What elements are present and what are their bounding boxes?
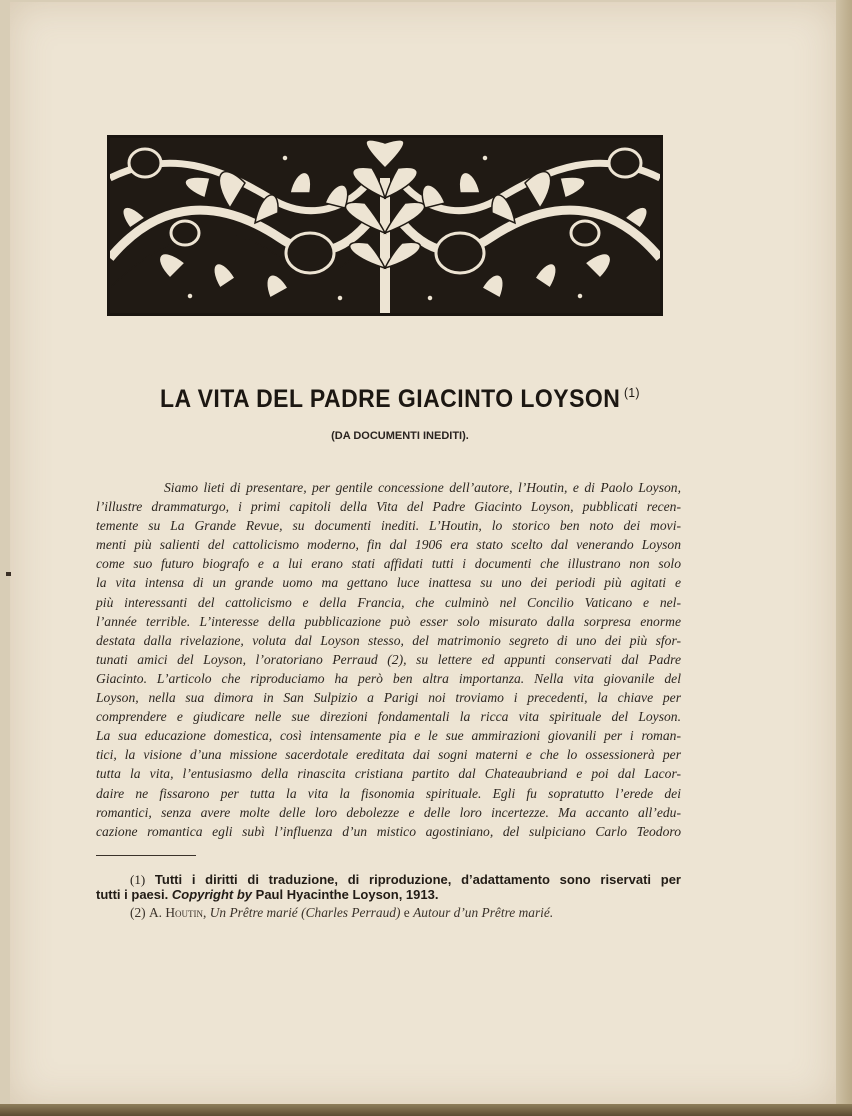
footnote-2-work-1: Un Prêtre marié [209,905,298,920]
footnote-2-conj: e [403,905,410,920]
article-title [32,385,768,414]
title-text: LA VITA DEL PADRE GIACINTO LOYSON [160,385,621,413]
body-line: l’année terrible. L’interesse della pubblicazione può esser solo misurato dalla sorpresa enorme [96,613,681,629]
body-line: comprendere e giudicare nelle sue direzioni fondamentali la ricca vita spirituale del Loyson. [96,709,681,725]
body-line: tutta la vita, l’entusiasmo della rinascita cristiana partito dal Chateaubriand e poi dal Lacor- [96,766,681,782]
footnote-2-author: A. Houtin, [148,905,207,920]
ink-speck [6,572,11,576]
body-paragraph [96,478,681,841]
title-footnote-ref: (1) [623,385,640,400]
page-bottom-edge [0,1104,852,1116]
body-line: La sua educazione domestica, così intensamente pia e le sue ammirazioni giovanili per i roman- [96,728,681,744]
footnote-1-text-a: Tutti i diritti di traduzione, di riproduzione, d’adattamento sono riservati per [154,872,681,887]
body-line: romantici, senza avere molte delle loro debolezze e delle loro incertezze. Ma accanto all’edu- [96,804,681,820]
body-line: l’illustre drammaturgo, i primi capitoli della Vita del Padre Giacinto Loyson, pubblicati recen- [96,499,681,515]
body-line: la vita intensa di un grande uomo ma gettano luce inattesa su uno dei periodi più agitati e [96,575,681,591]
footnote-2-number: (2) [130,905,146,920]
footnote-1-copyright: Copyright by [171,887,253,902]
body-line: più interessanti del cattolicismo e della Francia, che culminò nel Concilio Vaticano e nel- [96,594,681,610]
footnote-2-work-2: Autour d’un Prêtre marié. [413,905,554,920]
body-line: tunati amici del Loyson, l’oratoriano Perraud (2), su lettere ed appunti conservati dal Padre [96,651,681,667]
page-edge [836,0,852,1116]
body-line: cazione romantica egli subì l’influenza d’un mistico agostiniano, del sulpiciano Carlo Teodoro [96,823,681,839]
body-line: Giacinto. L’articolo che riproduciamo ha però ben altra importanza. Nella vita giovanile del [96,670,681,686]
body-line: Siamo lieti di presentare, per gentile concessione dell’autore, l’Houtin, e di Paolo Loyson, [164,480,681,495]
footnote-1-text-b: tutti i paesi. [96,887,169,902]
footnote-2 [96,905,681,920]
footnote-1 [96,872,681,902]
footnote-1-number: (1) [130,872,146,887]
body-line: temente su La Grande Revue, su documenti inediti. L’Houtin, lo storico ben noto dei movi- [96,518,681,534]
footnote-2-paren: (Charles Perraud) [301,905,401,920]
footnote-rule [96,855,196,856]
body-line: Loyson, nella sua dimora in San Sulpizio a Parigi noi troviamo i precedenti, la chiave per [96,690,681,706]
footnote-1-owner: Paul Hyacinthe Loyson, 1913. [255,887,439,902]
body-line: tici, la visione d’una missione sacerdotale ereditata dai sogni materni e che lo ossessionerà per [96,747,681,763]
body-line: daire ne fissarono per tutta la vita la fisonomia spirituale. Egli fu sopratutto l’erede dei [96,785,681,801]
foliage-ornament-icon [107,135,663,316]
body-line: come suo futuro biografo e a lui erano stati affidati tutti i documenti che illustrano non solo [96,556,681,572]
body-line: destata dalla rivelazione, voluta dal Loyson stesso, del matrimonio segreto di uno dei più sfor- [96,632,681,648]
article-subtitle: (DA DOCUMENTI INEDITI). [331,430,469,442]
body-line: menti più salienti del cattolicismo moderno, fin dal 1906 era stato scelto dal venerando Loyson [96,537,681,553]
